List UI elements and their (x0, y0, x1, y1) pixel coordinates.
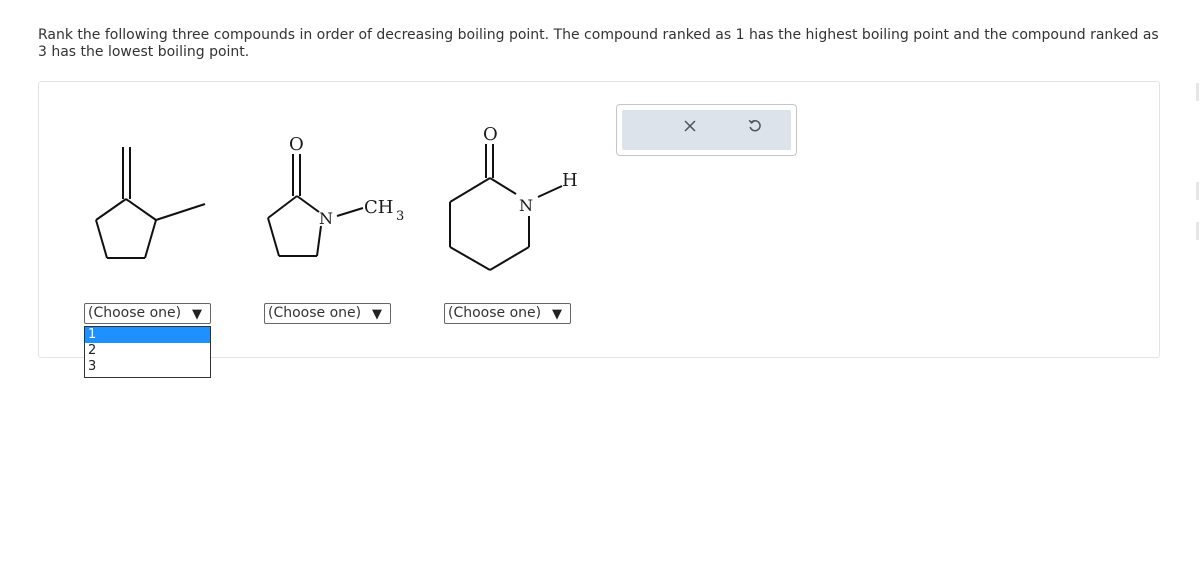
dropdown-arrow-icon: ▼ (192, 307, 202, 322)
scroll-edge (1196, 222, 1199, 240)
reset-button[interactable] (744, 115, 766, 137)
tool-palette (616, 104, 797, 156)
compound-2-structure (255, 132, 415, 266)
undo-icon (747, 118, 763, 134)
clear-button[interactable] (679, 115, 701, 137)
nitrogen-label: N (519, 196, 533, 215)
dropdown-arrow-icon: ▼ (552, 307, 562, 322)
hydrogen-label: H (562, 170, 578, 191)
compound-1-structure (84, 140, 214, 269)
dropdown-option-2[interactable]: 2 (88, 343, 97, 358)
methyl-label: CH (364, 197, 394, 218)
select-value: (Choose one) (448, 305, 542, 321)
select-value: (Choose one) (88, 305, 182, 321)
nitrogen-label: N (319, 209, 333, 228)
dropdown-option-1[interactable]: 1 (85, 327, 210, 343)
rank-dropdown-list (84, 326, 211, 378)
rank-select-compound-3[interactable] (444, 303, 571, 324)
oxygen-label: O (289, 134, 304, 155)
compound-3-structure (440, 122, 590, 276)
dropdown-arrow-icon: ▼ (372, 307, 382, 322)
rank-select-compound-2[interactable] (264, 303, 391, 324)
scroll-edge (1196, 182, 1199, 200)
methyl-subscript: 3 (396, 209, 405, 224)
question-prompt: Rank the following three compounds in order of decreasing boiling point. The compound ranked as 1 has the highest boiling point and the compound ranked as 3 has the lowest boiling point. (38, 27, 1159, 60)
dropdown-option-3[interactable]: 3 (88, 359, 97, 374)
select-value: (Choose one) (268, 305, 362, 321)
scroll-edge (1196, 83, 1199, 101)
oxygen-label: O (483, 124, 498, 145)
x-icon (683, 119, 697, 133)
rank-select-compound-1[interactable] (84, 303, 211, 324)
